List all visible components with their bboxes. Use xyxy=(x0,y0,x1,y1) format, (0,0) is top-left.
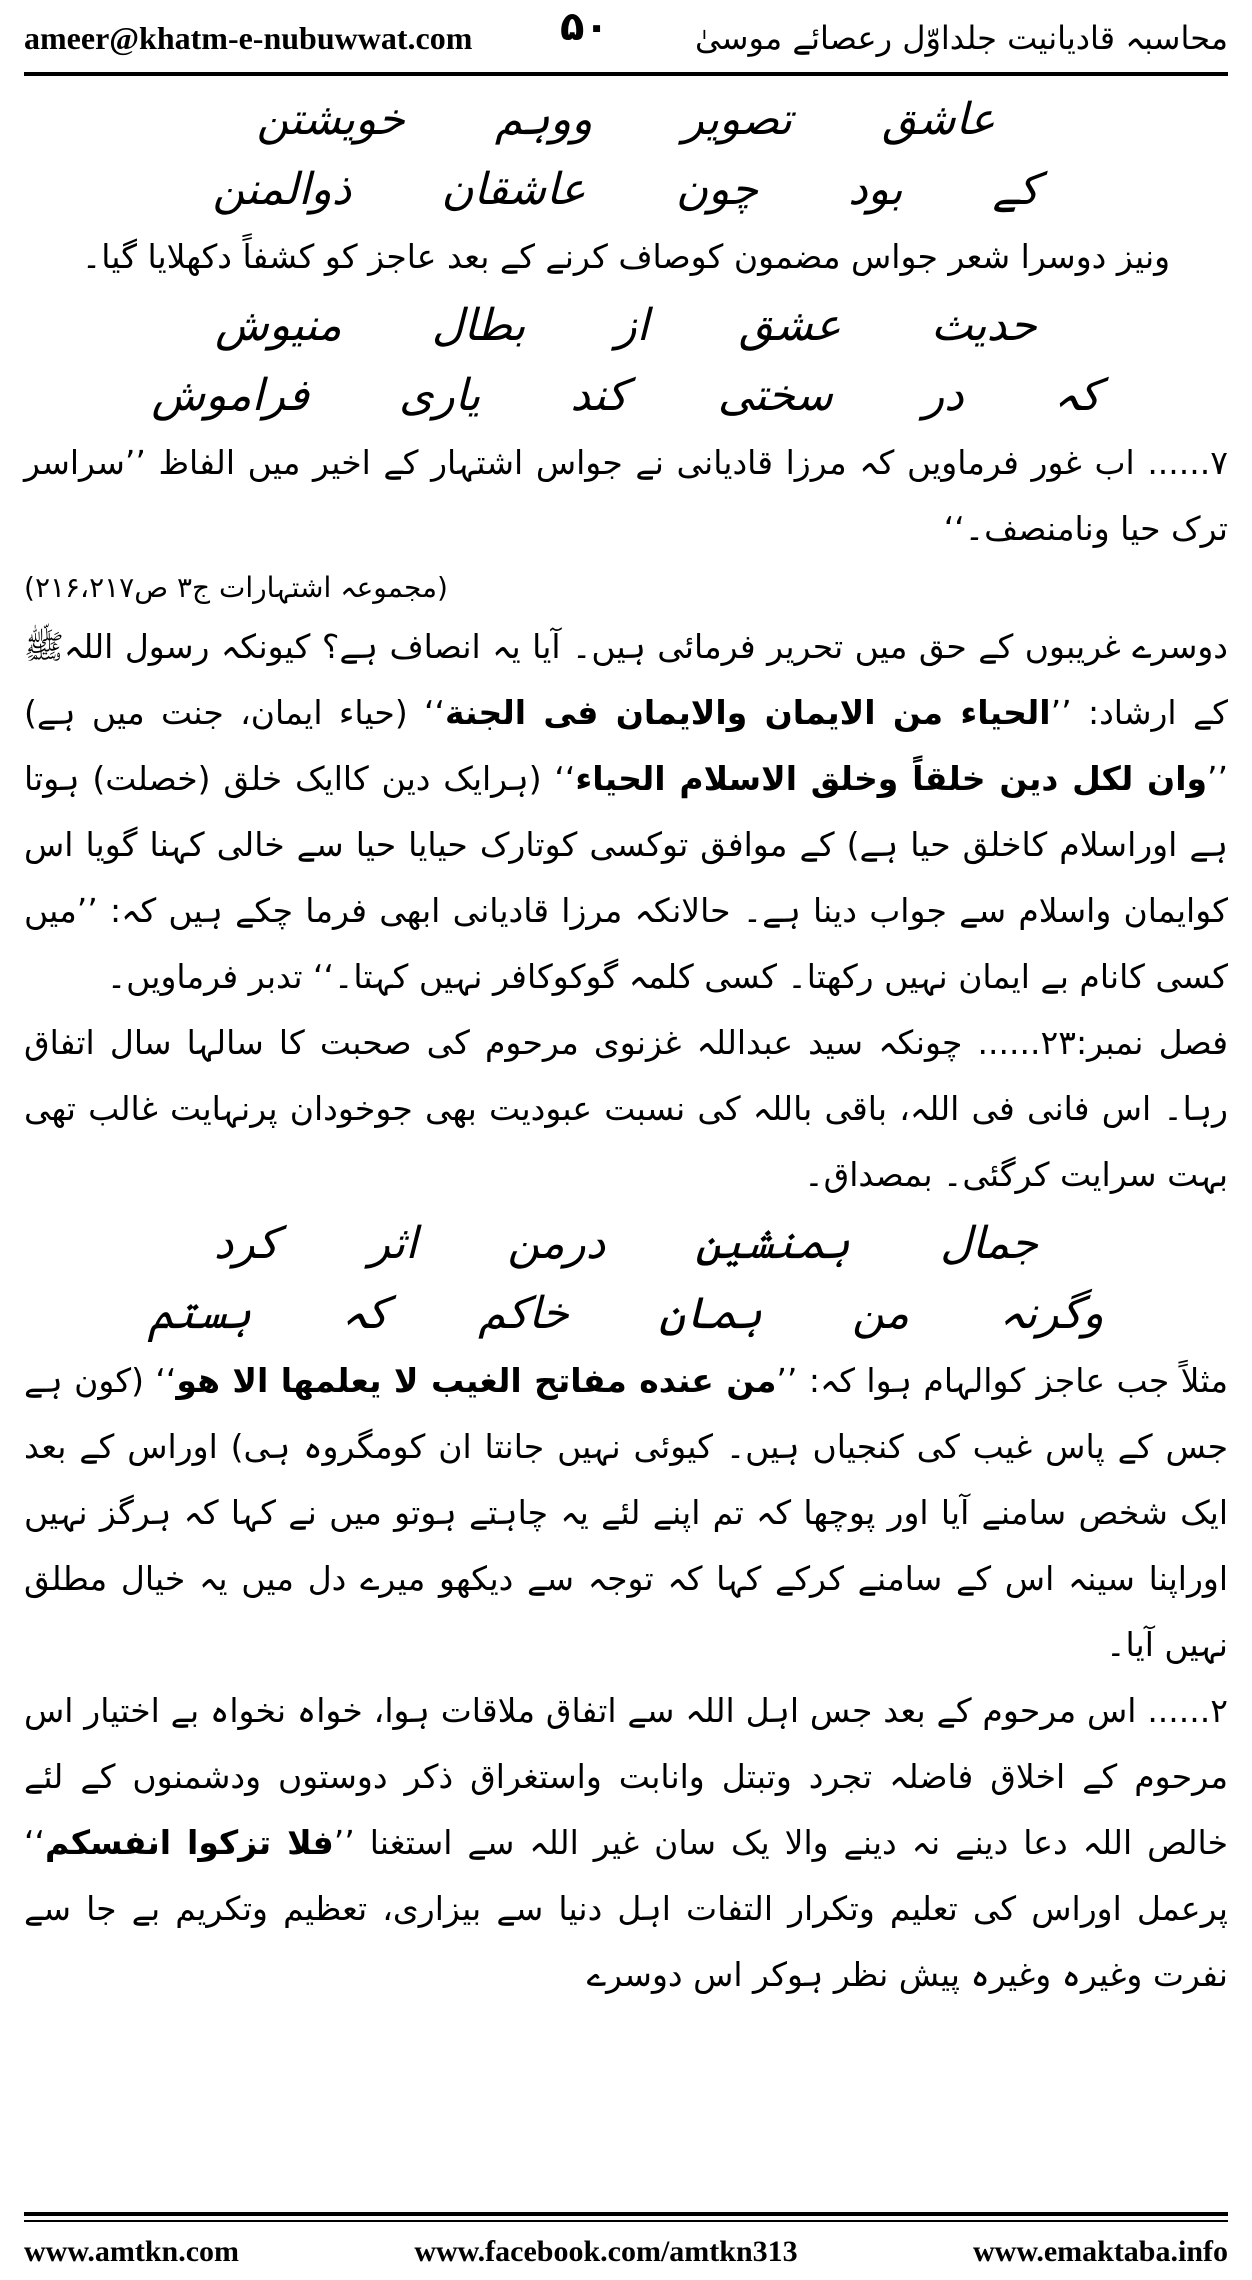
body-text: ۲...... اس مرحوم کے بعد جس اہل اللہ سے اتفاق ملاقات ہوا، خواہ نخواہ بے اختیار اس مرحوم کے اخلاق فاضلہ تجرد وتبتل وانابت واستغراق ذکر دوستوں ودشمنوں کے لئے خالص اللہ دعا دینے نہ دینے والا یک سان غیر اللہ سے استغنا ’’ xyxy=(24,1691,1229,1862)
page-footer xyxy=(24,2228,1228,2276)
verse-word: از xyxy=(615,299,649,351)
body-text: دوسرے غریبوں کے حق میں تحریر فرمائی ہیں۔ آیا یہ انصاف ہے؟ کیونکہ رسول اللہﷺ کے ارشاد: ’’ xyxy=(24,627,1228,732)
page-header xyxy=(24,8,1228,68)
verse-word: عشق xyxy=(738,299,842,351)
verse-word: چون xyxy=(675,163,759,215)
footer-divider-thin xyxy=(24,2220,1228,2222)
verse-word: فراموش xyxy=(151,369,310,421)
verse-word: کے xyxy=(992,163,1040,215)
verse-word: ہستم xyxy=(148,1287,252,1339)
verse-word: یاری xyxy=(399,369,481,421)
verse-word: وگرنہ xyxy=(999,1287,1104,1339)
header-email: ameer@khatm-e-nubuwwat.com xyxy=(24,19,473,56)
paragraph-7: ۷...... اب غور فرماویں کہ مرزا قادیانی نے جواس اشتہار کے اخیر میں الفاظ ’’سراسر ترک حیا ونامنصف۔‘‘ xyxy=(24,443,1228,548)
body-text: ‘‘ (حیاء ایمان، جنت میں ہے) ’’ xyxy=(24,693,1228,798)
footer-link-emaktaba[interactable]: www.emaktaba.info xyxy=(972,2235,1228,2268)
verse-word: در xyxy=(922,369,964,421)
verse-word: تصویر xyxy=(682,93,793,145)
paragraph-ilham xyxy=(24,1348,1228,1678)
verse-word: ذوالمنن xyxy=(212,163,352,215)
verse-word: من xyxy=(852,1287,910,1339)
header-book-title: محاسبہ قادیانیت جلداوّل رعصائے موسیٰ xyxy=(694,19,1228,57)
verse-word: خاکم xyxy=(478,1287,570,1339)
verse-3-line-1 xyxy=(24,1208,1228,1278)
body-text: ‘‘ پرعمل اوراس کی تعلیم وتکرار التفات اہل دنیا سے بیزاری، تعظیم وتکریم بے جا سے نفرت وغیرہ وغیرہ پیش نظر ہوکر اس دوسرے xyxy=(24,1823,1228,1994)
verse-1-line-1 xyxy=(24,84,1228,154)
verse-word: حدیث xyxy=(931,299,1037,351)
header-divider xyxy=(24,72,1228,76)
body-text: ‘‘ (ہرایک دین کاایک خلق (خصلت) ہوتا ہے اوراسلام کاخلق حیا ہے) کے موافق توکسی کوتارک حیایا حیا سے خالی کہنا گویا اس کوایمان واسلام سے جواب دینا ہے۔ حالانکہ مرزا قادیانی ابھی فرما چکے ہیں کہ: ’’میں کسی کانام بے ایمان نہیں رکھتا۔ کسی کلمہ گوکوکافر نہیں کہتا۔‘‘ تدبر فرماویں۔ xyxy=(24,759,1228,996)
arabic-quote: وان لکل دین خلقاً وخلق الاسلام الحیاء xyxy=(575,759,1208,798)
verse-1-line-2 xyxy=(24,154,1228,224)
verse-2-line-1 xyxy=(24,290,1228,360)
verse-word: کہ xyxy=(1053,369,1101,421)
arabic-quote: من عنده مفاتح الغیب لا یعلمها الا هو xyxy=(176,1361,777,1400)
footer-link-amtkn[interactable]: www.amtkn.com xyxy=(24,2235,239,2268)
verse-2-line-2 xyxy=(24,360,1228,430)
verse-word: کند xyxy=(570,369,628,421)
body-text: ‘‘ (کون ہے جس کے پاس غیب کی کنجیاں ہیں۔ کیوئی نہیں جانتا ان کومگروہ ہی) اوراس کے بعد ایک شخص سامنے آیا اور پوچھا کہ تم اپنے لئے یہ چاہتے ہوتو میں نے کہا کہ ہرگز نہیں اوراپنا سینہ اس کے سامنے کرکے کہا کہ توجہ سے دیکھو میرے دل میں یہ خیال مطلق نہیں آیا۔ xyxy=(24,1361,1228,1664)
verse-word: خویشتن xyxy=(256,93,405,145)
footer-link-facebook[interactable]: www.facebook.com/amtkn313 xyxy=(414,2235,798,2268)
verse-word: عاشقان xyxy=(441,163,586,215)
body-text: مثلاً جب عاجز کوالہام ہوا کہ: ’’ xyxy=(776,1361,1229,1400)
verse-word: جمال xyxy=(940,1217,1039,1269)
page-content xyxy=(24,84,1228,2204)
verse-word: بطال xyxy=(431,299,526,351)
paragraph-2 xyxy=(24,1678,1228,2008)
paragraph-body xyxy=(24,614,1228,1010)
verse-word: عاشق xyxy=(882,93,996,145)
footer-divider xyxy=(24,2212,1228,2216)
verse-word: سختی xyxy=(717,369,833,421)
reference-7: (مجموعہ اشتہارات ج۳ ص۲۱۶،۲۱۷) xyxy=(24,571,448,604)
verse-word: بود xyxy=(848,163,903,215)
verse-word: منیوش xyxy=(215,299,342,351)
verse-word: ہمنشین xyxy=(695,1217,851,1269)
page-number: ۵۰ xyxy=(560,4,609,50)
verse-3-line-2 xyxy=(24,1278,1228,1348)
arabic-quote: الحیاء من الایمان والایمان فی الجنة xyxy=(445,693,1051,732)
verse-word: اثر xyxy=(368,1217,418,1269)
verse-word: ووہم xyxy=(494,93,593,145)
verse-word: درمن xyxy=(507,1217,606,1269)
verse-word: کرد xyxy=(213,1217,279,1269)
paragraph-fasl: فصل نمبر:۲۳...... چونکہ سید عبداللہ غزنوی مرحوم کی صحبت کا سالہا سال اتفاق رہا۔ اس فانی فی اللہ، باقی باللہ کی نسبت عبودیت بھی جوخودان پرنہایت غالب تھی بہت سرایت کرگئی۔ بمصداق۔ xyxy=(24,1023,1229,1194)
intro-line: ونیز دوسرا شعر جواس مضمون کوصاف کرنے کے بعد عاجز کو کشفاً دکھلایا گیا۔ xyxy=(81,237,1171,276)
verse-word: ہمان xyxy=(659,1287,763,1339)
arabic-quote: فلا تزکوا انفسکم xyxy=(44,1823,334,1862)
verse-word: کہ xyxy=(341,1287,389,1339)
